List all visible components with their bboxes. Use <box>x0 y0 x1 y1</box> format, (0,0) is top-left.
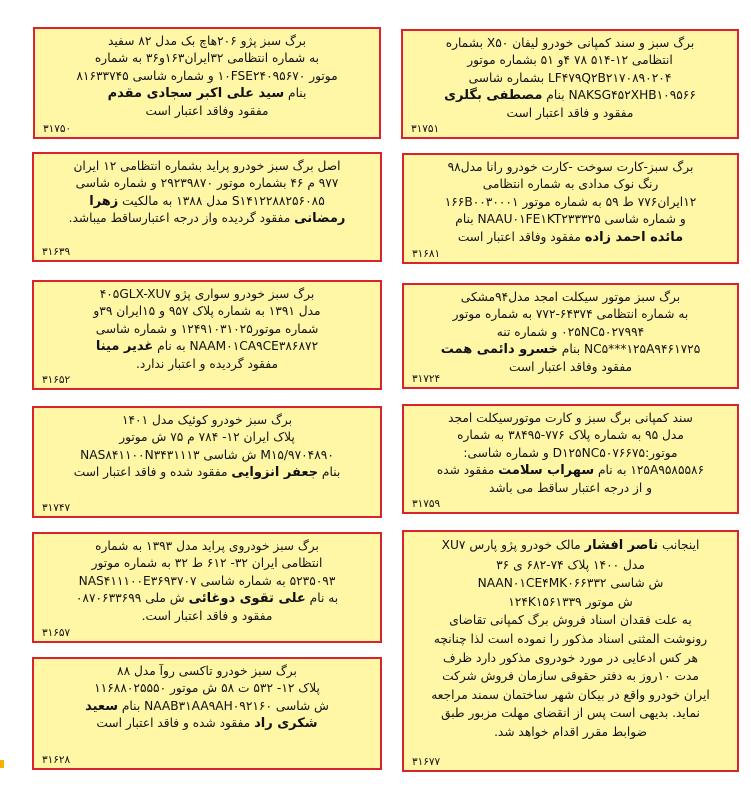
ad-line-text: برگ سبز خودرو تاکسی روآ مدل ۸۸ <box>117 664 297 678</box>
ad-line <box>42 286 372 303</box>
owner-name: زهرا <box>89 193 119 209</box>
ad-line <box>42 447 372 464</box>
ad-line <box>412 574 729 593</box>
ad-line-text: مدل ۱۳۹۱ به شماره پلاک ۹۵۷ و ۱۵ایران ۳۹و <box>93 304 321 319</box>
owner-name: مصطفی بگلری <box>444 88 543 104</box>
ad-line <box>42 321 372 338</box>
ad-line-text: پلاک ۱۲- ۵۳۲ ت ۵۸ ش موتور ۱۱۶۸۸۰۲۵۵۵۰ <box>94 681 320 696</box>
ad-line <box>42 464 372 481</box>
ad-31724 <box>402 283 739 389</box>
ad-line-text: ش ملی ۰۸۷۰۶۳۳۶۹۹ <box>75 591 189 606</box>
ad-code: ۳۱۶۵۷ <box>42 627 71 639</box>
ad-31747 <box>32 406 382 518</box>
ad-line-text: بنام <box>284 86 307 101</box>
ad-line-text: ۵۲۳۵۰۹۳ به شماره شاسی NAS۴۱۱۱۰۰E۳۶۹۳۷۰۷ <box>78 573 336 588</box>
ad-line-text: به شماره انتظامی ۶۴۳۷۴-۷۷۲ به شماره موتور <box>452 307 689 322</box>
ad-line-text: مفقود شده و فاقد اعتبار است <box>73 465 232 480</box>
ad-line-text: به شماره انتظامی ۳۲ایران۱۶۳و۳۶ به شماره <box>94 51 320 66</box>
ad-line-text: ایران خودرو واقع در بیکان شهر ساختمان سمند مراجعه <box>431 687 710 702</box>
ad-line <box>42 573 372 590</box>
ad-line <box>42 663 372 680</box>
ad-line-text: مفقود وفاقد اعتبار است <box>145 103 269 118</box>
ad-31657 <box>32 532 382 643</box>
ad-line-text: نماید. بدیهی است پس از انقضای مهلت مزبور طبق <box>441 706 700 721</box>
owner-name: خسرو دائمی همت <box>440 342 558 358</box>
owner-name: سید علی اکبر سجادی مقدم <box>107 86 285 102</box>
ad-31751 <box>401 29 739 139</box>
ad-line-text: برگ سبز خودروی پراید مدل ۱۳۹۳ به شماره <box>95 539 319 553</box>
ad-line <box>412 289 729 306</box>
ad-31750 <box>33 27 381 139</box>
ad-line-text: رنگ نوک مدادی به شماره انتظامی <box>482 177 659 192</box>
ad-line <box>412 229 729 246</box>
ad-line <box>412 324 729 341</box>
ad-line <box>43 103 371 120</box>
ad-line <box>42 412 372 429</box>
ad-line <box>412 704 729 723</box>
ad-line-text: ش شاسی NAAB۳۱AA۹AH۰۹۲۱۶۰ بنام <box>118 698 329 713</box>
ad-line-text: مدت ۱۰روز به دفتر حقوقی سازمان فروش شرکت <box>442 669 699 684</box>
ad-line <box>412 667 729 686</box>
ad-line <box>412 427 729 444</box>
ad-line <box>42 608 372 625</box>
ad-line-text: ش شاسی NAAN۰۱CE۴MK۰۶۶۳۳۲ <box>477 576 664 591</box>
ad-code: ۳۱۶۲۸ <box>42 754 71 766</box>
ad-line-text: برگ سبز موتور سیکلت امجد مدل۹۴مشکی <box>460 290 681 304</box>
ad-line-text: شماره موتور۱۲۴۹۱۰۳۱۰۲۵ و شماره شاسی <box>95 321 319 336</box>
ad-line <box>412 480 729 497</box>
ad-line <box>412 723 729 742</box>
ad-line-text: برگ سبز و سند کمپانی خودرو لیفان X۵۰ بشماره <box>445 36 695 50</box>
owner-name: علی تقوی دوغائی <box>188 591 306 607</box>
ad-line-text: برگ سبز خودرو کوئیک مدل ۱۴۰۱ <box>121 413 293 427</box>
ad-line-text: بنام <box>318 465 341 480</box>
ad-line-text: انتظامی ایران ۳۲- ۶۱۲ ط ۳۲ به شماره موتور <box>91 556 323 571</box>
ad-line <box>412 194 729 211</box>
ad-line-text: ضوابط مقرر اقدام خواهد شد. <box>494 724 647 739</box>
ad-code: ۳۱۷۵۱ <box>411 123 440 135</box>
ad-31681 <box>402 153 739 264</box>
ad-line <box>412 686 729 705</box>
ad-line <box>412 176 729 193</box>
ad-line <box>412 593 729 612</box>
ad-line-text: رونوشت المثنی اسناد مذکور را نموده است لذا چنانچه <box>433 631 708 646</box>
ad-31628 <box>32 657 382 770</box>
ad-line-text: مفقود گردیده و اعتبار ندارد. <box>135 356 279 371</box>
owner-name: ناصر افشار <box>584 538 659 553</box>
ad-line-text: پلاک ایران ۱۲- ۷۸۴ م ۷۵ ش موتور <box>119 430 295 445</box>
ad-line-text: مفقود گردیده واز درجه اعتبارساقط میباشد. <box>68 211 295 226</box>
ad-line <box>42 356 372 373</box>
ad-code: ۳۱۷۴۷ <box>42 502 71 514</box>
ad-31677 <box>402 530 739 772</box>
ad-code: ۳۱۶۳۹ <box>42 246 71 258</box>
ad-line-text: و شماره شاسی NAAU۰۱FE۱KT۲۳۳۳۲۵ بنام <box>455 212 686 227</box>
ad-line-text: هر کس ادعایی در مورد خودروی مذکور دارد ظرف <box>443 650 698 665</box>
owner-name: سعید <box>85 698 119 714</box>
ad-line-text: مفقود و فاقد اعتبار است. <box>141 608 273 623</box>
owner-name: مائده احمد زاده <box>584 229 684 245</box>
ad-line <box>412 556 729 575</box>
ad-line <box>411 87 729 104</box>
ad-31639 <box>32 152 382 262</box>
ad-line-text: مفقود وفاقد اعتبار است <box>508 359 633 374</box>
ad-line <box>42 538 372 555</box>
owner-name: رمضانی <box>294 211 346 227</box>
ad-line-text: NC۵***۱۲۵A۹۴۶۱۷۲۵ بنام <box>557 342 701 357</box>
ad-line-text: به نام <box>305 591 339 606</box>
ad-line <box>412 211 729 228</box>
ad-line <box>42 590 372 607</box>
ad-line-text: به علت فقدان اسناد فروش برگ کمپانی تقاضای <box>449 613 692 628</box>
ad-line <box>411 105 729 122</box>
ad-line <box>42 193 372 210</box>
ad-line <box>412 359 729 376</box>
ad-line <box>412 445 729 462</box>
ad-line <box>42 175 372 192</box>
ad-code: ۳۱۶۸۱ <box>412 248 441 260</box>
ad-code: ۳۱۷۵۹ <box>412 498 441 510</box>
ad-line <box>412 306 729 323</box>
ad-line <box>42 429 372 446</box>
ad-line <box>412 536 729 556</box>
ad-line <box>42 210 372 227</box>
ad-line <box>411 52 729 69</box>
ad-line <box>42 158 372 175</box>
owner-name: جعفر انزوایی <box>231 465 319 481</box>
ad-line-text: مدل ۱۴۰۰ پلاک ۷۴-۶۸۲ ی ۳۶ <box>496 557 645 572</box>
ad-line <box>411 35 729 52</box>
ad-line-text: مفقود شده و فاقد اعتبار است <box>96 716 255 731</box>
owner-name: غدیر مینا <box>95 339 154 355</box>
ad-line-text: سند کمپانی برگ سبز و کارت موتورسیکلت امجد <box>448 411 693 425</box>
ad-31652 <box>32 280 382 390</box>
ad-line-text: انتظامی ۱۲-۵۱۴ ۷۸ ۴و ۵۱ بشماره موتور <box>467 53 673 68</box>
ad-line <box>412 410 729 427</box>
ad-line <box>43 50 371 67</box>
ad-line-text: ش موتور ۱۲۴K۱۵۶۱۳۳۹ <box>508 594 633 609</box>
ad-line-text: مفقود شده <box>436 463 499 478</box>
ad-line-text: موتور:D۱۲۵NC۵۰۷۶۶۷۵ و شماره شاسی: <box>463 445 678 460</box>
ad-line <box>412 649 729 668</box>
ad-line-text: S۱۴۱۲۲۸۸۲۵۶۰۸۵ مدل ۱۳۸۸ به مالکیت <box>118 193 325 208</box>
ad-code: ۳۱۷۲۴ <box>412 373 441 385</box>
ad-line <box>42 698 372 715</box>
ad-line <box>412 630 729 649</box>
ad-line-text: ۱۲ایران۷۷۶ ط ۵۹ به شماره موتور ۱۶۶B۰۰۳۰۰۰۱ <box>444 194 697 209</box>
owner-name: شکری راد <box>254 716 318 732</box>
ad-line-text: مفقود و فاقد اعتبار است <box>506 105 634 120</box>
ad-line <box>42 303 372 320</box>
ad-line <box>43 68 371 85</box>
page-edge-marker <box>0 760 4 768</box>
ad-line <box>42 555 372 572</box>
ad-line-text: ۱۲۵A۹۵۸۵۵۸۶ به نام <box>594 463 705 478</box>
ad-line-text: NAAM۰۱CA۹CE۳۸۶۸۷۲ به نام <box>153 339 319 354</box>
ad-line-text: LF۴۷۹Q۲B۲۱۷۰۸۹۰۲۰۴ بشماره شاسی <box>468 70 672 85</box>
ad-line-text: مفقود وفاقد اعتبار است <box>457 229 585 244</box>
ad-line <box>412 611 729 630</box>
ad-line-text: ۹۷۷ م ۴۶ بشماره موتور ۲۹۲۳۹۸۷۰ و شماره شاسی <box>75 176 339 191</box>
ad-line-text: برگ سبز-کارت سوخت -کارت خودرو رانا مدل۹۸ <box>447 160 694 174</box>
ad-line <box>412 159 729 176</box>
ad-line <box>411 70 729 87</box>
ad-line <box>42 715 372 732</box>
ad-line-text: مدل ۹۵ به شماره پلاک ۷۷۶-۳۸۴۹۵ به شماره <box>457 428 684 443</box>
ad-line <box>43 85 371 102</box>
ad-code: ۳۱۶۷۷ <box>412 756 441 768</box>
owner-name: سهراب سلامت <box>498 463 595 479</box>
ad-code: ۳۱۶۵۲ <box>42 374 71 386</box>
ad-line-text: ۰۲۵NC۵۰۲۷۹۹۴ و شماره تنه <box>496 324 645 339</box>
ad-31759 <box>402 404 739 514</box>
ad-line <box>412 462 729 479</box>
ad-line-text: M۱۵/۹۷۰۴۸۹۰ ش شاسی NAS۸۴۱۱۰۰N۳۴۳۱۱۱۳ <box>80 447 334 462</box>
ad-line-text: برگ سبز خودرو سواری پژو ۴۰۵GLX-XU۷ <box>99 287 315 301</box>
ad-line <box>43 33 371 50</box>
ad-line <box>412 341 729 358</box>
ad-line-text: برگ سبز پژو ۲۰۶هاچ بک مدل ۸۲ سفید <box>107 34 307 48</box>
ad-line-text: اصل برگ سبز خودرو پراید بشماره انتظامی ۱۲ ایران <box>73 159 341 173</box>
ad-line-text: مالک خودرو پژو پارس XU۷ <box>441 538 585 552</box>
ad-line <box>42 680 372 697</box>
ad-code: ۳۱۷۵۰ <box>43 123 72 135</box>
ad-line-text: NAKSG۴۵۲XHB۱۰۹۵۶۶ بنام <box>542 88 696 103</box>
ad-line-text: اینجانب <box>658 538 700 552</box>
ad-line-text: و از درجه اعتبار ساقط می باشد <box>488 480 653 495</box>
ad-line-text: موتور ۱۰FSE۲۴۰۹۵۶۷۰ و شماره شاسی ۸۱۶۳۳۷۴۵ <box>76 68 338 83</box>
ad-line <box>42 338 372 355</box>
